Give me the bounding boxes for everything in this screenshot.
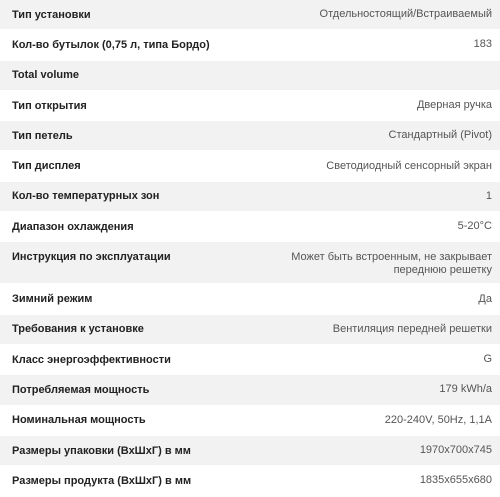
spec-value: Вентиляция передней решетки — [332, 322, 492, 335]
spec-label: Размеры упаковки (ВхШхГ) в мм — [12, 444, 191, 457]
spec-value: 1835x655x680 — [419, 474, 492, 487]
spec-label: Потребляемая мощность — [12, 383, 150, 396]
spec-value: Светодиодный сенсорный экран — [326, 159, 492, 172]
spec-row-bottle-count — [0, 30, 500, 60]
spec-row-display-type — [0, 151, 500, 181]
spec-label: Тип открытия — [12, 99, 87, 112]
spec-label: Тип петель — [12, 129, 73, 142]
spec-row-package-dimensions — [0, 436, 500, 466]
spec-label: Класс энергоэффективности — [12, 353, 171, 366]
spec-label: Кол-во бутылок (0,75 л, типа Бордо) — [12, 38, 210, 51]
spec-row-opening-type — [0, 91, 500, 121]
spec-value: 179 kWh/a — [439, 383, 492, 396]
spec-row-operating-instructions — [0, 242, 500, 284]
spec-value: 183 — [473, 38, 492, 51]
spec-row-total-volume — [0, 61, 500, 91]
spec-label: Зимний режим — [12, 293, 93, 306]
spec-row-power-consumption — [0, 375, 500, 405]
spec-value: 1970x700x745 — [419, 444, 492, 456]
spec-row-temperature-zones — [0, 182, 500, 212]
spec-label: Требования к установке — [12, 323, 144, 336]
spec-label: Размеры продукта (ВхШхГ) в мм — [12, 474, 192, 487]
spec-value: 220-240V, 50Hz, 1,1A — [384, 413, 492, 426]
spec-value: G — [483, 353, 492, 366]
spec-label: Номинальная мощность — [12, 414, 146, 427]
spec-row-installation-requirements — [0, 315, 500, 345]
spec-value: Дверная ручка — [416, 99, 492, 112]
spec-label: Диапазон охлаждения — [12, 220, 134, 233]
spec-label: Инструкция по эксплуатации — [12, 251, 171, 264]
spec-label: Тип установки — [12, 8, 91, 21]
spec-row-installation-type — [0, 0, 500, 30]
spec-row-energy-class — [0, 345, 500, 375]
spec-value: Да — [478, 292, 492, 305]
spec-row-rated-power — [0, 406, 500, 436]
spec-row-product-dimensions — [0, 466, 500, 496]
spec-value: 1 — [485, 189, 492, 202]
spec-value: 5-20°C — [457, 220, 492, 233]
spec-label: Total volume — [12, 69, 80, 82]
spec-value: Может быть встроенным, не закрывает переднюю решетку — [291, 251, 492, 277]
spec-label: Тип дисплея — [12, 160, 81, 173]
spec-label: Кол-во температурных зон — [12, 190, 160, 203]
spec-row-hinge-type — [0, 121, 500, 151]
spec-row-winter-mode — [0, 284, 500, 314]
spec-row-cooling-range — [0, 212, 500, 242]
spec-value: Стандартный (Pivot) — [388, 129, 492, 142]
spec-value: Отдельностоящий/Встраиваемый — [319, 8, 492, 21]
